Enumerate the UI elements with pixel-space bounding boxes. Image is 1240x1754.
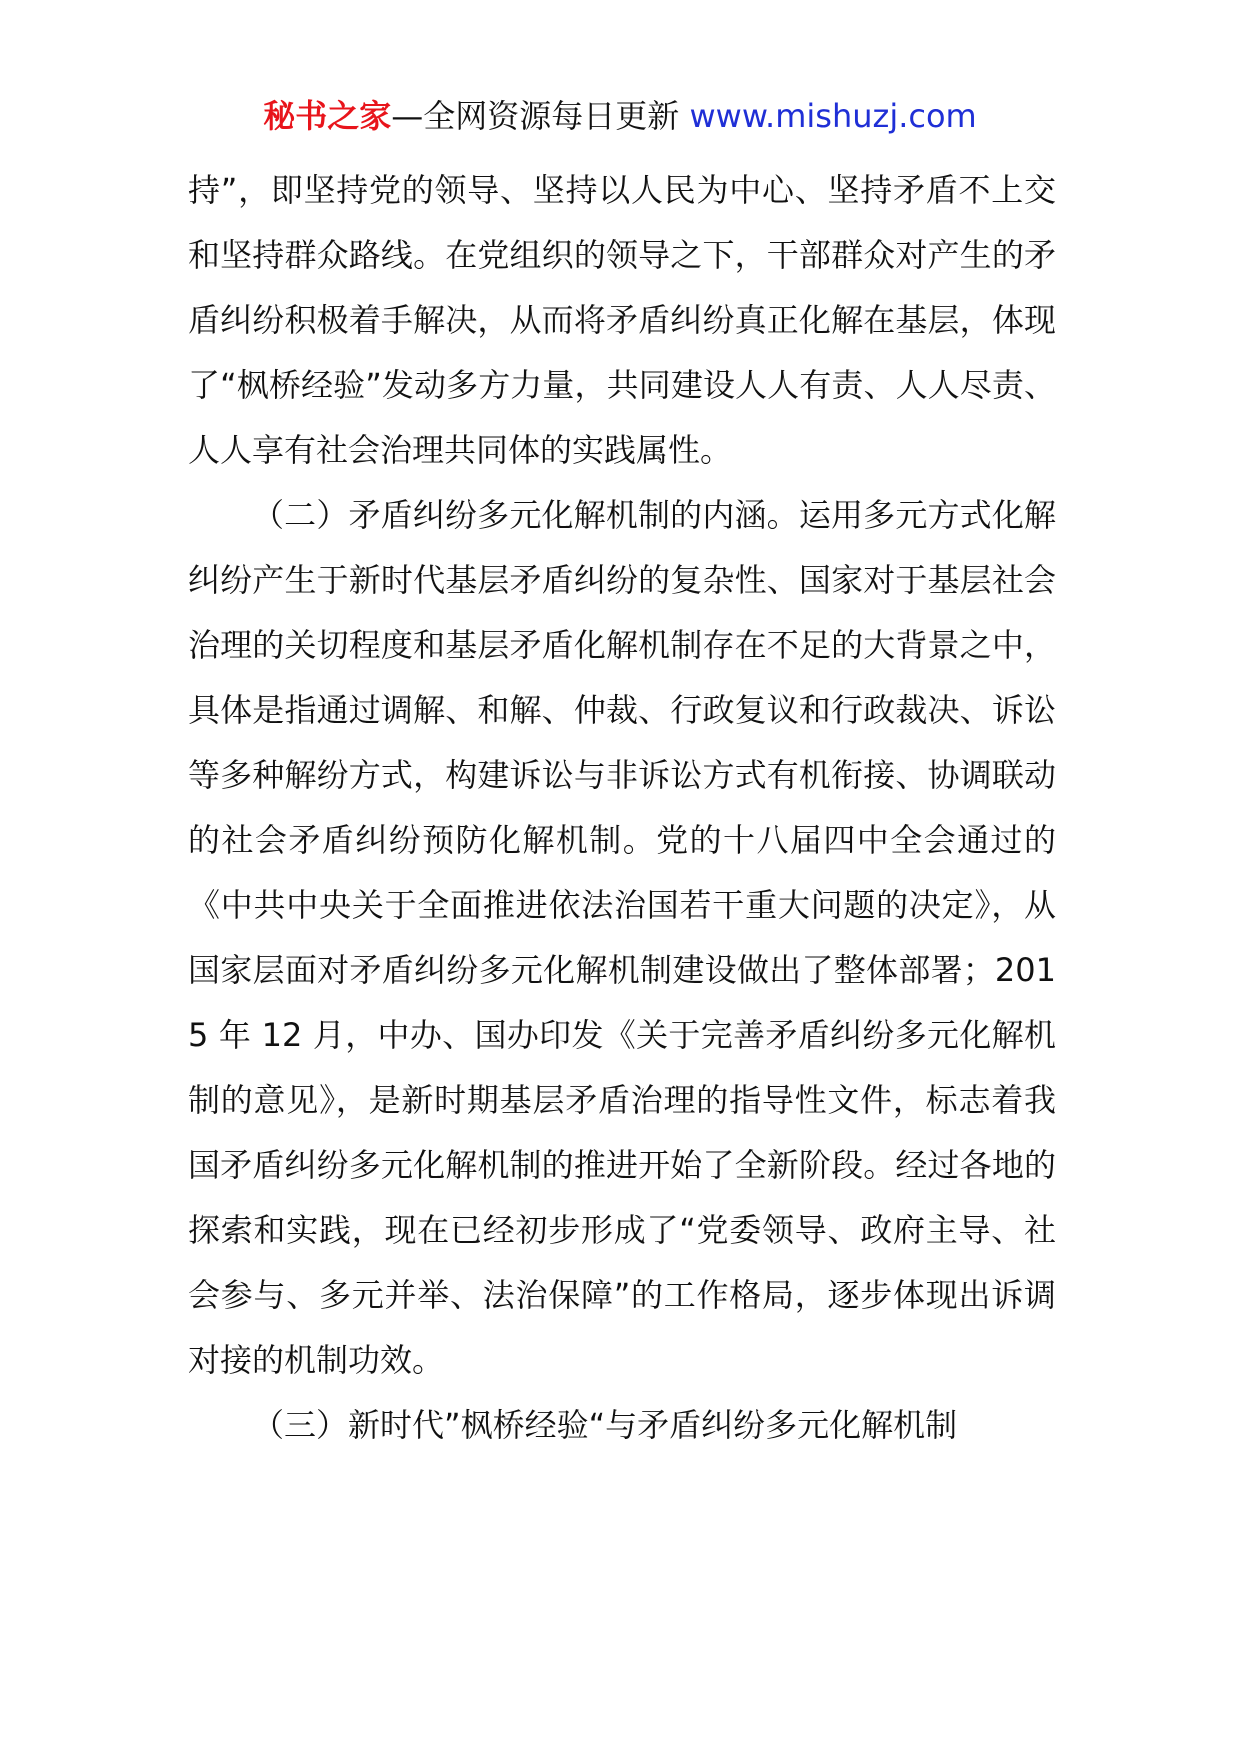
site-header [0,94,1240,138]
paragraph-continuation: 持”，即坚持党的领导、坚持以人民为中心、坚持矛盾不上交和坚持群众路线。在党组织的领导之下，干部群众对产生的矛盾纠纷积极着手解决，从而将矛盾纠纷真正化解在基层，体现了“枫桥经验”发动多方力量，共同建设人人有责、人人尽责、人人享有社会治理共同体的实践属性。 [188,171,1056,469]
site-url-link[interactable]: www.mishuzj.com [689,97,977,135]
document-body [188,158,1056,1458]
paragraph-section-3-heading: （三）新时代”枫桥经验“与矛盾纠纷多元化解机制 [252,1406,958,1444]
site-brand: 秘书之家 [263,97,392,135]
site-tagline: —全网资源每日更新 [391,97,690,135]
paragraph-section-2: （二）矛盾纠纷多元化解机制的内涵。运用多元方式化解纠纷产生于新时代基层矛盾纠纷的复杂性、国家对于基层社会治理的关切程度和基层矛盾化解机制存在不足的大背景之中，具体是指通过调解、和解、仲裁、行政复议和行政裁决、诉讼等多种解纷方式，构建诉讼与非诉讼方式有机衔接、协调联动的社会矛盾纠纷预防化解机制。党的十八届四中全会通过的《中共中央关于全面推进依法治国若干重大问题的决定》，从国家层面对矛盾纠纷多元化解机制建设做出了整体部署；2015 年 12 月，中办、国办印发《关于完善矛盾纠纷多元化解机制的意见》，是新时期基层矛盾治理的指导性文件，标志着我国矛盾纠纷多元化解机制的推进开始了全新阶段。经过各地的探索和实践，现在已经初步形成了“党委领导、政府主导、社会参与、多元并举、法治保障”的工作格局，逐步体现出诉调对接的机制功效。 [188,496,1056,1379]
